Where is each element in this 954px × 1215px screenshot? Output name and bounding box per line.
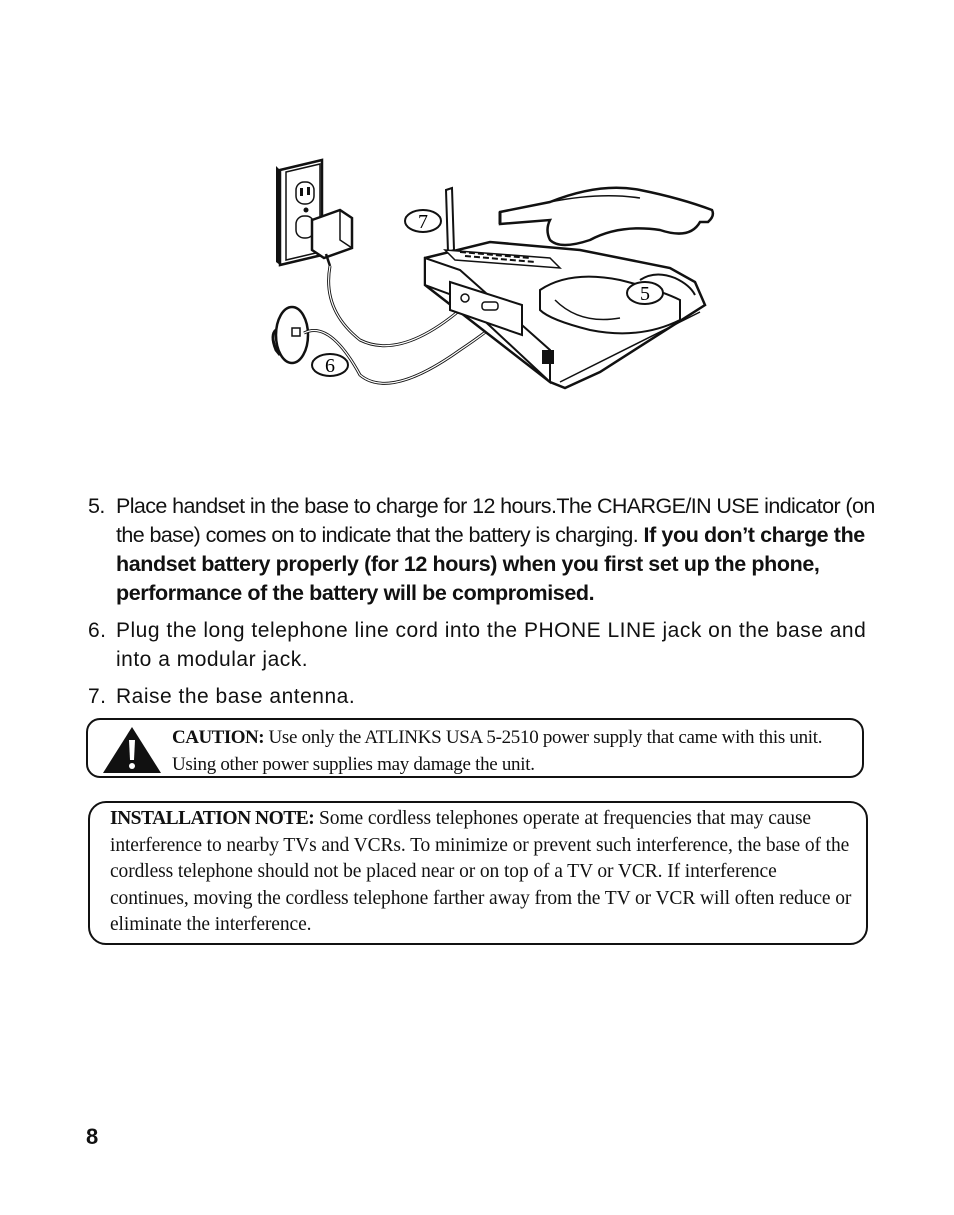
- power-adapter: [312, 210, 352, 266]
- step-5-warning-text: If you don’t charge the handset battery properly (for 12 hours) when you first set up the phone, performance of the battery will be compromised.: [116, 523, 865, 605]
- caution-box: [86, 718, 864, 778]
- installation-note-body: Some cordless telephones operate at frequencies that may cause interference to nearby TVs and VCRs. To minimize or prevent such interference, the base of the cordless telephone should not be placed near or on top of a TV or VCR. If interference continues, moving the cordless telephone farther away from the TV or VCR will often reduce or eliminate the interference.: [110, 808, 852, 935]
- callout-5-label: 5: [640, 283, 650, 305]
- callout-7: [405, 210, 441, 233]
- caution-body: Use only the ATLINKS USA 5-2510 power supply that came with this unit. Using other power supplies may damage the unit.: [172, 727, 823, 775]
- installation-note-label: INSTALLATION NOTE:: [110, 808, 315, 829]
- step-number: 7.: [88, 685, 107, 708]
- caution-text: [172, 724, 856, 778]
- callout-6: [312, 354, 348, 377]
- phone-base: [425, 242, 705, 388]
- modular-jack: [273, 307, 308, 363]
- step-number: 6.: [88, 619, 107, 642]
- warning-icon: [100, 724, 164, 776]
- phone-handset: [500, 188, 713, 245]
- step-text: Plug the long telephone line cord into the PHONE LINE jack on the base and into a modular jack.: [116, 619, 867, 671]
- installation-note-text: [110, 806, 860, 939]
- step-text: Raise the base antenna.: [116, 685, 356, 708]
- phone-setup-illustration: [260, 150, 730, 400]
- step-number: 5.: [88, 494, 105, 518]
- callout-5: [627, 282, 663, 305]
- callout-7-label: 7: [418, 211, 428, 233]
- page-number: 8: [86, 1124, 99, 1149]
- step-6: [88, 616, 878, 674]
- step-text: [116, 492, 878, 608]
- step-5: [88, 492, 878, 608]
- step-7: [88, 682, 878, 711]
- caution-label: CAUTION:: [172, 727, 265, 748]
- step-5-text: Place handset in the base to charge for 12 hours.The CHARGE/IN USE indicator (on the base) comes on to indicate that the battery is charging.: [116, 494, 875, 547]
- callout-6-label: 6: [325, 355, 335, 377]
- installation-note-box: [88, 801, 868, 945]
